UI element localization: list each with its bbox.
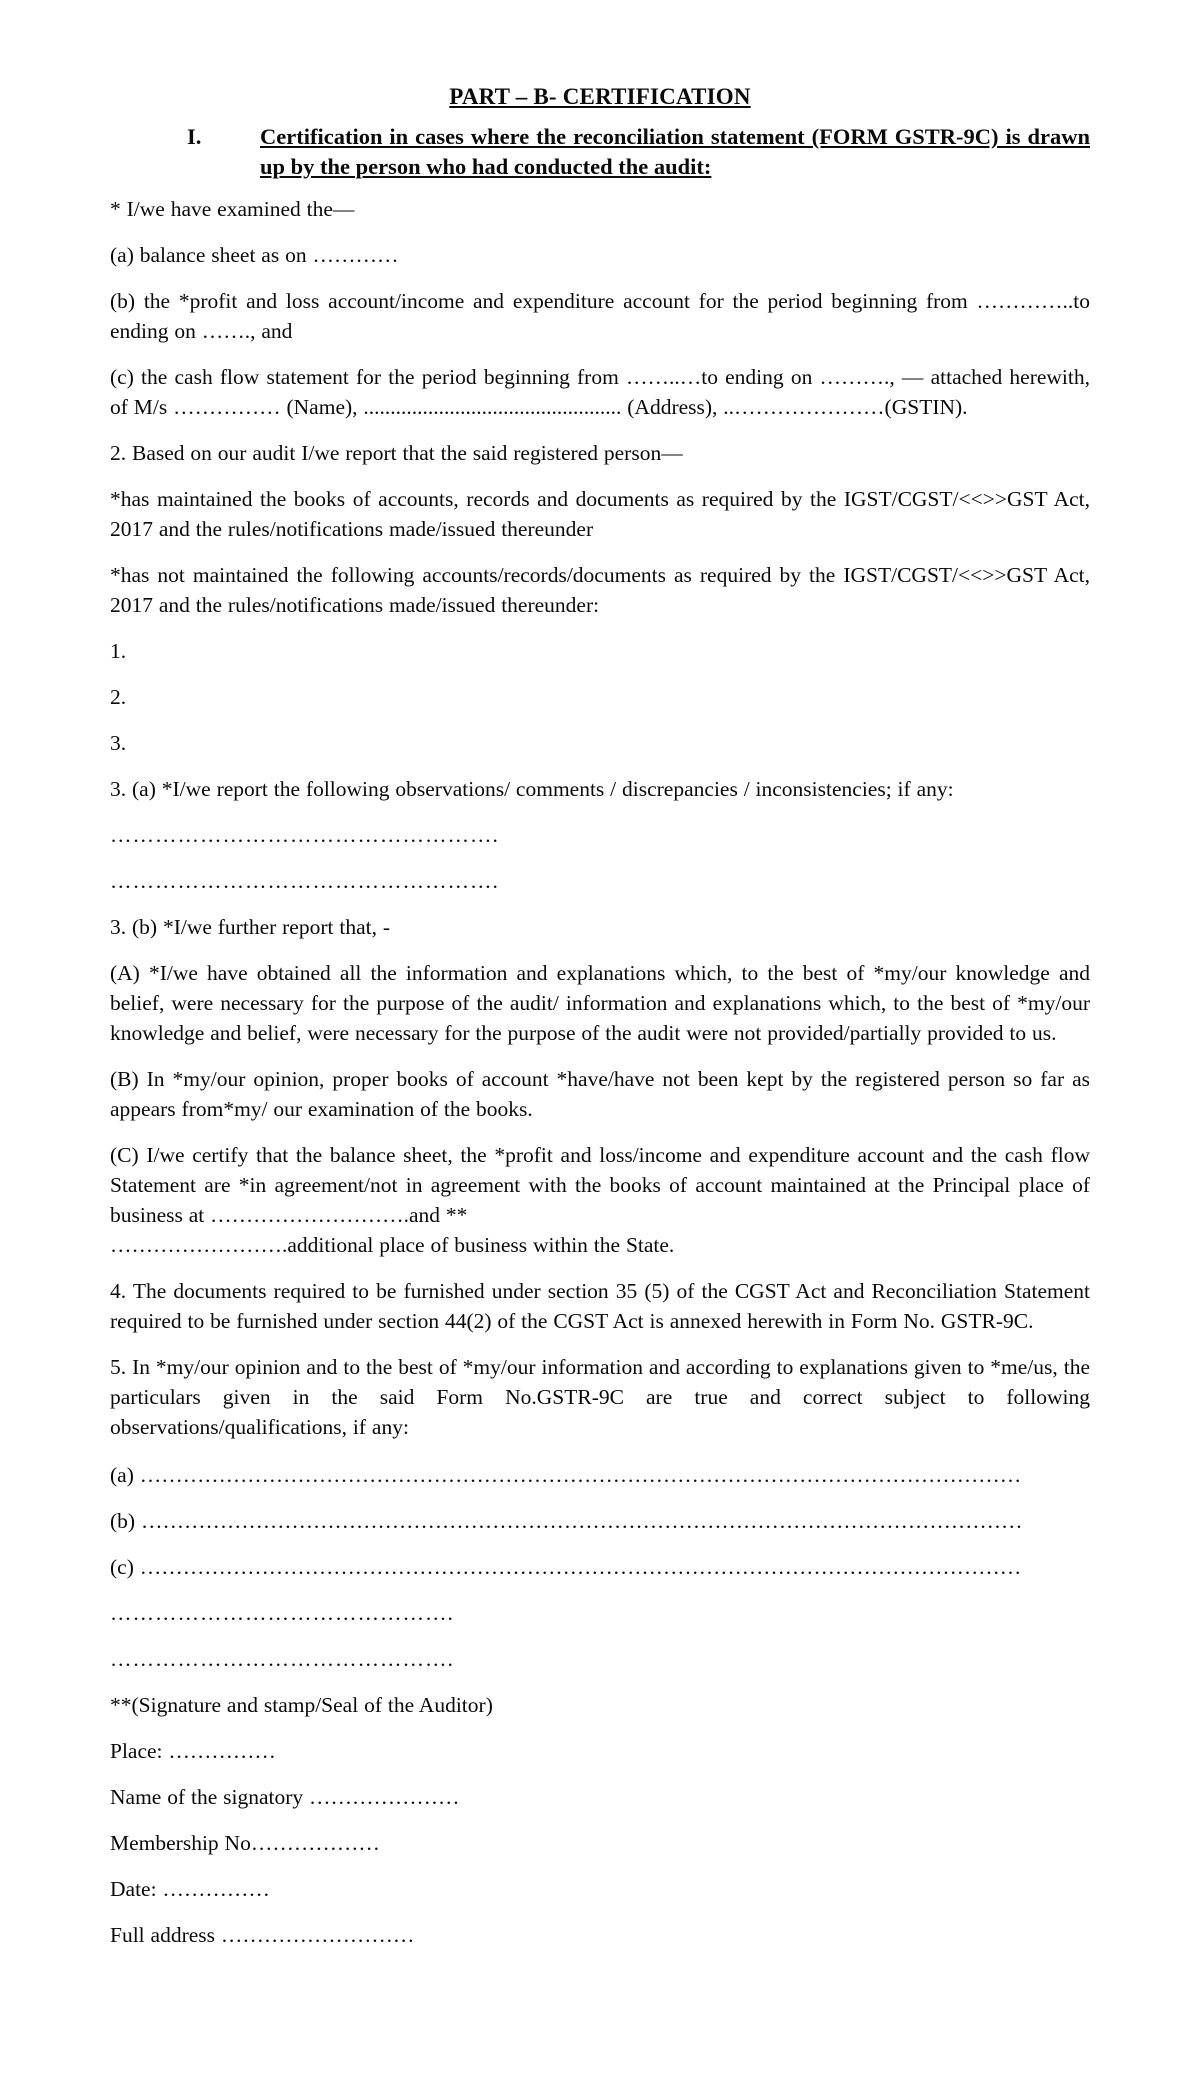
- examined-item-c: (c) the cash flow statement for the period beginning from ……..…to ending on ………., — attached herewith, of M/s …………… (Name), ................................................ (Address), ..…………………(GSTIN).: [110, 365, 1090, 419]
- list-item-1: 1.: [110, 639, 127, 663]
- place-field: Place: ……………: [110, 1739, 276, 1763]
- para-3b-further-report: 3. (b) *I/we further report that, -: [110, 915, 391, 939]
- para-2-audit-report: 2. Based on our audit I/we report that the said registered person—: [110, 441, 683, 465]
- para-C-certify: [110, 1140, 1090, 1260]
- full-address-field: Full address ………………………: [110, 1923, 415, 1947]
- section-heading: [110, 122, 1090, 182]
- blank-dotted-line: …………………………………………….: [110, 823, 499, 847]
- para-5-opinion: 5. In *my/our opinion and to the best of *my/our information and according to explanations given to *me/us, the particulars given in the said Form No.GSTR-9C are true and correct subject to following observations/qualifications, if any:: [110, 1355, 1090, 1439]
- para-C-certify-line1: (C) I/we certify that the balance sheet, the *profit and loss/income and expenditure account and the cash flow Statement are *in agreement/not in agreement with the books of account maintained at the Principal place of business at ……………………….and **: [110, 1143, 1090, 1227]
- list-item-3: 3.: [110, 731, 127, 755]
- blank-dotted-line: …………………………………………….: [110, 869, 499, 893]
- blank-dotted-line: ……………………………………….: [110, 1601, 454, 1625]
- examined-item-a: (a) balance sheet as on …………: [110, 243, 399, 267]
- date-field: Date: ……………: [110, 1877, 270, 1901]
- list-item-2: 2.: [110, 685, 127, 709]
- signatory-name-field: Name of the signatory …………………: [110, 1785, 460, 1809]
- para-3a-observations: 3. (a) *I/we report the following observations/ comments / discrepancies / inconsistencies; if any:: [110, 777, 954, 801]
- observation-line-a: (a) ……………………………………………………………………………………………………………: [110, 1463, 1022, 1487]
- intro-line: * I/we have examined the—: [110, 197, 355, 221]
- para-C-certify-line2: …………………….additional place of business within the State.: [110, 1233, 675, 1257]
- para-has-maintained: *has maintained the books of accounts, records and documents as required by the IGST/CGST/<<>>GST Act, 2017 and the rules/notifications made/issued thereunder: [110, 487, 1090, 541]
- page-title: PART – B- CERTIFICATION: [449, 84, 751, 109]
- examined-item-b: (b) the *profit and loss account/income and expenditure account for the period beginning from …………..to ending on ……., and: [110, 289, 1090, 343]
- observation-line-b: (b) ……………………………………………………………………………………………………………: [110, 1509, 1023, 1533]
- para-4-documents-furnished: 4. The documents required to be furnished under section 35 (5) of the CGST Act and Reconciliation Statement required to be furnished under section 44(2) of the CGST Act is annexed herewith in Form No. GSTR-9C.: [110, 1279, 1090, 1333]
- para-B-proper-books: (B) In *my/our opinion, proper books of account *have/have not been kept by the registered person so far as appears from*my/ our examination of the books.: [110, 1067, 1090, 1121]
- section-number: I.: [187, 124, 202, 149]
- membership-number-field: Membership No………………: [110, 1831, 380, 1855]
- para-A-information-explanations: (A) *I/we have obtained all the information and explanations which, to the best of *my/our knowledge and belief, were necessary for the purpose of the audit/ information and explanations which, to the best of *my/our knowledge and belief, were necessary for the purpose of the audit were not provided/partially provided to us.: [110, 961, 1090, 1045]
- signature-seal-line: **(Signature and stamp/Seal of the Auditor): [110, 1693, 493, 1717]
- section-title: Certification in cases where the reconciliation statement (FORM GSTR-9C) is drawn up by the person who had conducted the audit:: [260, 124, 1090, 179]
- observation-line-c: (c) ……………………………………………………………………………………………………………: [110, 1555, 1022, 1579]
- para-has-not-maintained: *has not maintained the following accounts/records/documents as required by the IGST/CGST/<<>>GST Act, 2017 and the rules/notifications made/issued thereunder:: [110, 563, 1090, 617]
- blank-dotted-line: ……………………………………….: [110, 1647, 454, 1671]
